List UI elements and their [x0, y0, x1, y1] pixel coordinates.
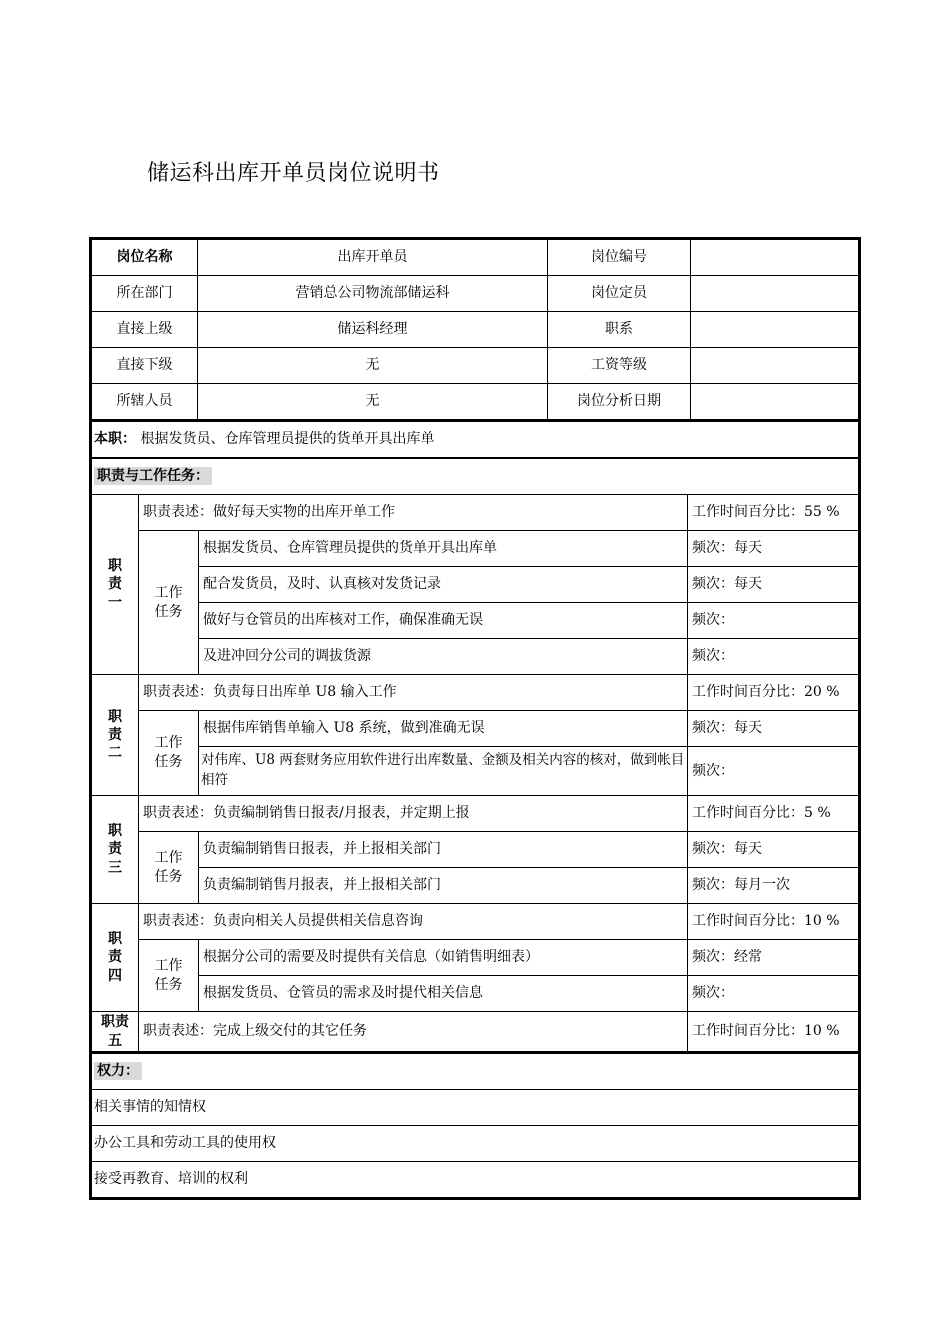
- rights-item: 相关事情的知情权: [92, 1090, 859, 1126]
- info-label: 所辖人员: [92, 384, 198, 420]
- info-value: [691, 240, 859, 276]
- duty-label: 职责四: [92, 904, 139, 1012]
- main-duty-row: [92, 421, 859, 458]
- duty-desc: 职责表述：负责向相关人员提供相关信息咨询: [139, 904, 688, 940]
- rights-item: 接受再教育、培训的权利: [92, 1162, 859, 1198]
- info-value: 无: [198, 384, 548, 420]
- info-row: [92, 312, 859, 348]
- task-freq: 频次：每天: [688, 567, 859, 603]
- task-text: 配合发货员，及时、认真核对发货记录: [199, 567, 688, 603]
- info-value: [691, 276, 859, 312]
- duties-header-row: [92, 458, 859, 495]
- task-text: 根据发货员、仓管员的需求及时提代相关信息: [199, 976, 688, 1012]
- info-value: 储运科经理: [198, 312, 548, 348]
- info-value: [691, 312, 859, 348]
- task-row: [92, 868, 859, 904]
- task-row: [92, 832, 859, 868]
- duty-row: [92, 904, 859, 940]
- task-text: 负责编制销售日报表，并上报相关部门: [199, 832, 688, 868]
- rights-row: [92, 1126, 859, 1162]
- duty-label: 职责一: [92, 495, 139, 675]
- rights-item: 办公工具和劳动工具的使用权: [92, 1126, 859, 1162]
- page-title: 储运科出库开单员岗位说明书: [147, 161, 440, 186]
- task-text: 根据伟库销售单输入 U8 系统，做到准确无误: [199, 711, 688, 747]
- info-value: 出库开单员: [198, 240, 548, 276]
- task-freq: 频次：: [688, 603, 859, 639]
- task-freq: 频次：: [688, 976, 859, 1012]
- duty-label: 职责三: [92, 796, 139, 904]
- task-label: 工作任务: [139, 531, 199, 675]
- task-row: [92, 567, 859, 603]
- task-freq: 频次：每月一次: [688, 868, 859, 904]
- info-label: 工资等级: [548, 348, 691, 384]
- info-row: [92, 348, 859, 384]
- rights-row: [92, 1090, 859, 1126]
- info-label: 岗位分析日期: [548, 384, 691, 420]
- info-label: 职系: [548, 312, 691, 348]
- duty-row: [92, 796, 859, 832]
- info-label: 直接下级: [92, 348, 198, 384]
- task-row: [92, 711, 859, 747]
- duty-pct: 工作时间百分比：5 %: [688, 796, 859, 832]
- rights-header: 权力：: [94, 1062, 142, 1080]
- info-row: [92, 384, 859, 420]
- info-label: 岗位名称: [92, 240, 198, 276]
- task-freq: 频次：每天: [688, 711, 859, 747]
- main-duty-label: 本职：: [94, 431, 136, 448]
- task-row: [92, 603, 859, 639]
- task-text: 负责编制销售月报表，并上报相关部门: [199, 868, 688, 904]
- duty-pct: 工作时间百分比：10 %: [688, 904, 859, 940]
- info-value: [691, 384, 859, 420]
- task-row: [92, 531, 859, 567]
- task-text: 及进冲回分公司的调拔货源: [199, 639, 688, 675]
- task-row: [92, 747, 859, 796]
- info-row: [92, 240, 859, 276]
- info-value: [691, 348, 859, 384]
- task-text: 做好与仓管员的出库核对工作，确保准确无误: [199, 603, 688, 639]
- duty-row: [92, 1012, 859, 1052]
- task-text: 根据发货员、仓库管理员提供的货单开具出库单: [199, 531, 688, 567]
- duty-desc: 职责表述：完成上级交付的其它任务: [139, 1012, 688, 1052]
- duty-row: [92, 495, 859, 531]
- task-freq: 频次：: [688, 639, 859, 675]
- duty-desc: 职责表述：负责每日出库单 U8 输入工作: [139, 675, 688, 711]
- info-row: [92, 276, 859, 312]
- duty-pct: 工作时间百分比：10 %: [688, 1012, 859, 1052]
- duty-desc: 职责表述：做好每天实物的出库开单工作: [139, 495, 688, 531]
- task-text: 根据分公司的需要及时提供有关信息（如销售明细表）: [199, 940, 688, 976]
- duty-pct: 工作时间百分比：20 %: [688, 675, 859, 711]
- task-freq: 频次：每天: [688, 531, 859, 567]
- duty-pct: 工作时间百分比：55 %: [688, 495, 859, 531]
- task-text: 对伟库、U8 两套财务应用软件进行出库数量、金额及相关内容的核对，做到帐目相符: [199, 747, 688, 796]
- info-label: 所在部门: [92, 276, 198, 312]
- duty-label: 职责二: [92, 675, 139, 796]
- duties-header: 职责与工作任务：: [94, 467, 212, 485]
- rights-header-row: [92, 1053, 859, 1090]
- duty-label: 职责五: [92, 1012, 139, 1052]
- info-value: 无: [198, 348, 548, 384]
- duty-row: [92, 675, 859, 711]
- rights-row: [92, 1162, 859, 1198]
- duties-table: [91, 420, 859, 1052]
- info-value: 营销总公司物流部储运科: [198, 276, 548, 312]
- rights-table: [91, 1052, 859, 1198]
- task-row: [92, 940, 859, 976]
- task-row: [92, 639, 859, 675]
- info-label: 直接上级: [92, 312, 198, 348]
- task-freq: 频次：: [688, 747, 859, 796]
- duty-desc: 职责表述：负责编制销售日报表/月报表，并定期上报: [139, 796, 688, 832]
- task-freq: 频次：经常: [688, 940, 859, 976]
- job-description-table: [89, 237, 861, 1200]
- task-row: [92, 976, 859, 1012]
- info-label: 岗位定员: [548, 276, 691, 312]
- task-label: 工作任务: [139, 940, 199, 1012]
- task-label: 工作任务: [139, 832, 199, 904]
- task-label: 工作任务: [139, 711, 199, 796]
- task-freq: 频次：每天: [688, 832, 859, 868]
- main-duty-text: 根据发货员、仓库管理员提供的货单开具出库单: [140, 431, 435, 448]
- info-table: [91, 239, 859, 420]
- info-label: 岗位编号: [548, 240, 691, 276]
